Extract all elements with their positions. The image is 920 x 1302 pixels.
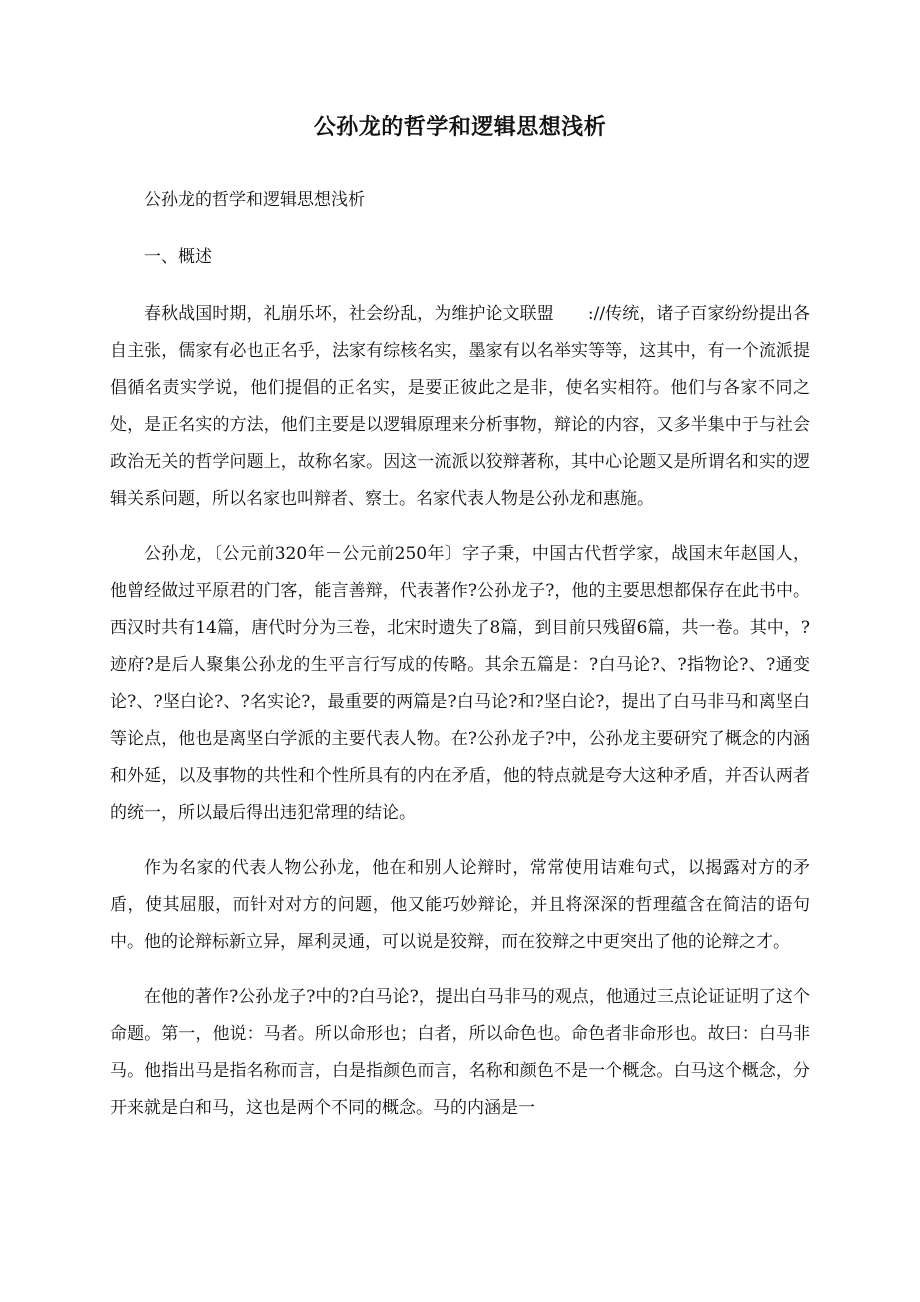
body-paragraph: 春秋战国时期，礼崩乐坏，社会纷乱，为维护论文联盟 ://传统，诸子百家纷纷提出各自主张，儒家有必也正名乎，法家有综核名实，墨家有以名举实等等，这其中，有一个流派提倡循名责实学说，他们提倡的正名实，是要正彼此之是非，使名实相符。他们与各家不同之处，是正名实的方法，他们主要是以逻辑原理来分析事物，辩论的内容，又多半集中于与社会政治无关的哲学问题上，故称名家。因这一流派以狡辩著称，其中心论题又是所谓名和实的逻辑关系问题，所以名家也叫辩者、察士。名家代表人物是公孙龙和惠施。 [110, 304, 810, 509]
body-paragraph: 作为名家的代表人物公孙龙，他在和别人论辩时，常常使用诘难句式，以揭露对方的矛盾，使其屈服，而针对对方的问题，他又能巧妙辩论，并且将深深的哲理蕴含在简洁的语句中。他的论辩标新立异，犀利灵通，可以说是狡辩，而在狡辩之中更突出了他的论辩之才。 [110, 858, 810, 952]
subtitle-paragraph: 公孙龙的哲学和逻辑思想浅析 [144, 190, 365, 210]
document-title: 公孙龙的哲学和逻辑思想浅析 [313, 114, 607, 140]
body-paragraph: 在他的著作?公孙龙子?中的?白马论?，提出白马非马的观点，他通过三点论证证明了这个命题。第一，他说：马者。所以命形也；白者，所以命色也。命色者非命形也。故曰：白马非马。他指出马是指名称而言，白是指颜色而言，名称和颜色不是一个概念。白马这个概念，分开来就是白和马，这也是两个不同的概念。马的内涵是一 [110, 987, 810, 1118]
body-paragraph: 公孙龙，〔公元前320年－公元前250年〕字子秉，中国古代哲学家，战国末年赵国人，他曾经做过平原君的门客，能言善辩，代表著作?公孙龙子?，他的主要思想都保存在此书中。西汉时共有14篇，唐代时分为三卷，北宋时遗失了8篇，到目前只残留6篇，共一卷。其中，?迹府?是后人聚集公孙龙的生平言行写成的传略。其余五篇是：?白马论?、?指物论?、?通变论?、?坚白论?、?名实论?，最重要的两篇是?白马论?和?坚白论?，提出了白马非马和离坚白等论点，他也是离坚白学派的主要代表人物。在?公孙龙子?中，公孙龙主要研究了概念的内涵和外延，以及事物的共性和个性所具有的内在矛盾，他的特点就是夸大这种矛盾，并否认两者的统一，所以最后得出违犯常理的结论。 [110, 544, 810, 823]
section-heading: 一、概述 [144, 247, 212, 267]
document-page [110, 110, 810, 1145]
